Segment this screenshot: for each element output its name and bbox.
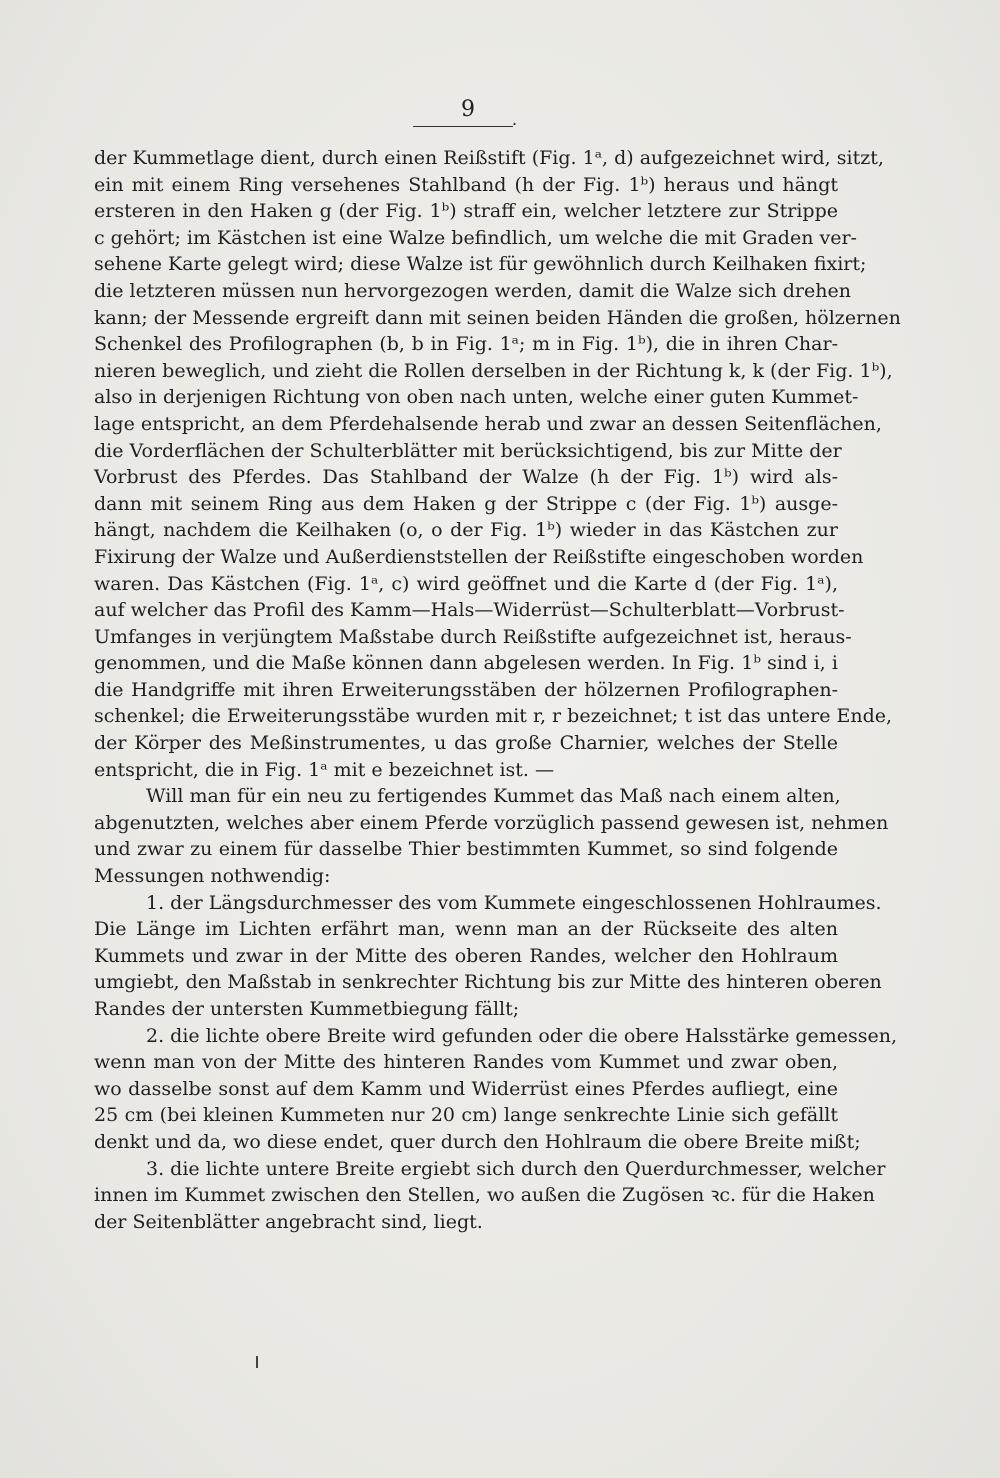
text-line: 1. der Längsdurchmesser des vom Kummete eingeschlossenen Hohlraumes. [146, 891, 882, 914]
text-line: Vorbrust des Pferdes. Das Stahlband der Walze (h der Fig. 1ᵇ) wird als- [94, 466, 838, 489]
body-text [94, 145, 901, 1235]
text-line: innen im Kummet zwischen den Stellen, wo außen die Zugösen ꝛc. für die Haken [94, 1184, 875, 1207]
text-line: lage entspricht, an dem Pferdehalsende herab und zwar an dessen Seitenflächen, [94, 412, 882, 435]
text-line: c gehört; im Kästchen ist eine Walze befindlich, um welche die mit Graden ver- [94, 226, 857, 249]
text-line: waren. Das Kästchen (Fig. 1ᵃ, c) wird geöffnet und die Karte d (der Fig. 1ᵃ), [94, 572, 838, 595]
text-line: genommen, und die Maße können dann abgelesen werden. In Fig. 1ᵇ sind i, i [94, 652, 838, 675]
text-line: Messungen nothwendig: [94, 865, 331, 888]
text-line: der Seitenblätter angebracht sind, liegt. [94, 1210, 483, 1233]
text-line: auf welcher das Profil des Kamm—Hals—Widerrüst—Schulterblatt—Vorbrust- [94, 599, 845, 622]
text-line: schenkel; die Erweiterungsstäbe wurden mit r, r bezeichnet; t ist das untere Ende, [94, 705, 893, 728]
text-line: Randes der untersten Kummetbiegung fällt; [94, 998, 520, 1020]
text-line: Die Länge im Lichten erfährt man, wenn man an der Rückseite des alten [94, 918, 838, 941]
text-line: 25 cm (bei kleinen Kummeten nur 20 cm) lange senkrechte Linie sich gefällt [94, 1104, 838, 1127]
text-line: ein mit einem Ring versehenes Stahlband (h der Fig. 1ᵇ) heraus und hängt [94, 173, 838, 196]
text-line: wo dasselbe sonst auf dem Kamm und Widerrüst eines Pferdes aufliegt, eine [94, 1077, 838, 1100]
text-line: Fixirung der Walze und Außerdienststellen der Reißstifte eingeschoben worden [94, 545, 864, 568]
text-line: die Handgriffe mit ihren Erweiterungsstäben der hölzernen Profilographen- [94, 678, 838, 701]
text-line: Umfanges in verjüngtem Maßstabe durch Reißstifte aufgezeichnet ist, heraus- [94, 625, 852, 648]
text-line: denkt und da, wo diese endet, quer durch den Hohlraum die obere Breite mißt; [94, 1130, 861, 1153]
text-line: umgiebt, den Maßstab in senkrechter Richtung bis zur Mitte des hinteren oberen [94, 971, 882, 994]
page-number: 9 [461, 97, 475, 122]
text-line: Will man für ein neu zu fertigendes Kummet das Maß nach einem alten, [146, 785, 841, 808]
text-line: 3. die lichte untere Breite ergiebt sich durch den Querdurchmesser, welcher [146, 1157, 886, 1180]
text-line: Kummets und zwar in der Mitte des oberen Randes, welcher den Hohlraum [94, 944, 838, 967]
text-line: wenn man von der Mitte des hinteren Randes vom Kummet und zwar oben, [94, 1051, 838, 1074]
page-number-rule [413, 126, 513, 127]
page-number-dot: . [512, 110, 518, 129]
stray-mark [256, 1356, 258, 1368]
text-line: der Körper des Meßinstrumentes, u das große Charnier, welches der Stelle [94, 732, 838, 755]
text-line: hängt, nachdem die Keilhaken (o, o der Fig. 1ᵇ) wieder in das Kästchen zur [94, 519, 838, 542]
text-line: entspricht, die in Fig. 1ᵃ mit e bezeichnet ist. — [94, 758, 554, 781]
text-line: ersteren in den Haken g (der Fig. 1ᵇ) straff ein, welcher letztere zur Strippe [94, 200, 838, 223]
text-line: und zwar zu einem für dasselbe Thier bestimmten Kummet, so sind folgende [94, 838, 838, 861]
text-line: abgenutzten, welches aber einem Pferde vorzüglich passend gewesen ist, nehmen [94, 811, 889, 834]
text-line: Schenkel des Profilographen (b, b in Fig. 1ᵃ; m in Fig. 1ᵇ), die in ihren Char- [94, 333, 838, 356]
text-line: die Vorderflächen der Schulterblätter mit berücksichtigend, bis zur Mitte der [94, 439, 842, 462]
text-line: nieren beweglich, und zieht die Rollen derselben in der Richtung k, k (der Fig. 1ᵇ), [94, 359, 893, 382]
text-line: 2. die lichte obere Breite wird gefunden oder die obere Halsstärke gemessen, [146, 1024, 898, 1047]
text-line: die letzteren müssen nun hervorgezogen werden, damit die Walze sich drehen [94, 279, 851, 302]
text-line: sehene Karte gelegt wird; diese Walze ist für gewöhnlich durch Keilhaken fixirt; [94, 253, 867, 276]
text-line: also in derjenigen Richtung von oben nach unten, welche einer guten Kummet- [94, 386, 859, 409]
text-line: der Kummetlage dient, durch einen Reißstift (Fig. 1ᵃ, d) aufgezeichnet wird, sitzt, [94, 147, 884, 169]
text-line: dann mit seinem Ring aus dem Haken g der Strippe c (der Fig. 1ᵇ) ausge- [94, 492, 838, 515]
text-line: kann; der Messende ergreift dann mit seinen beiden Händen die großen, hölzernen [94, 306, 901, 329]
